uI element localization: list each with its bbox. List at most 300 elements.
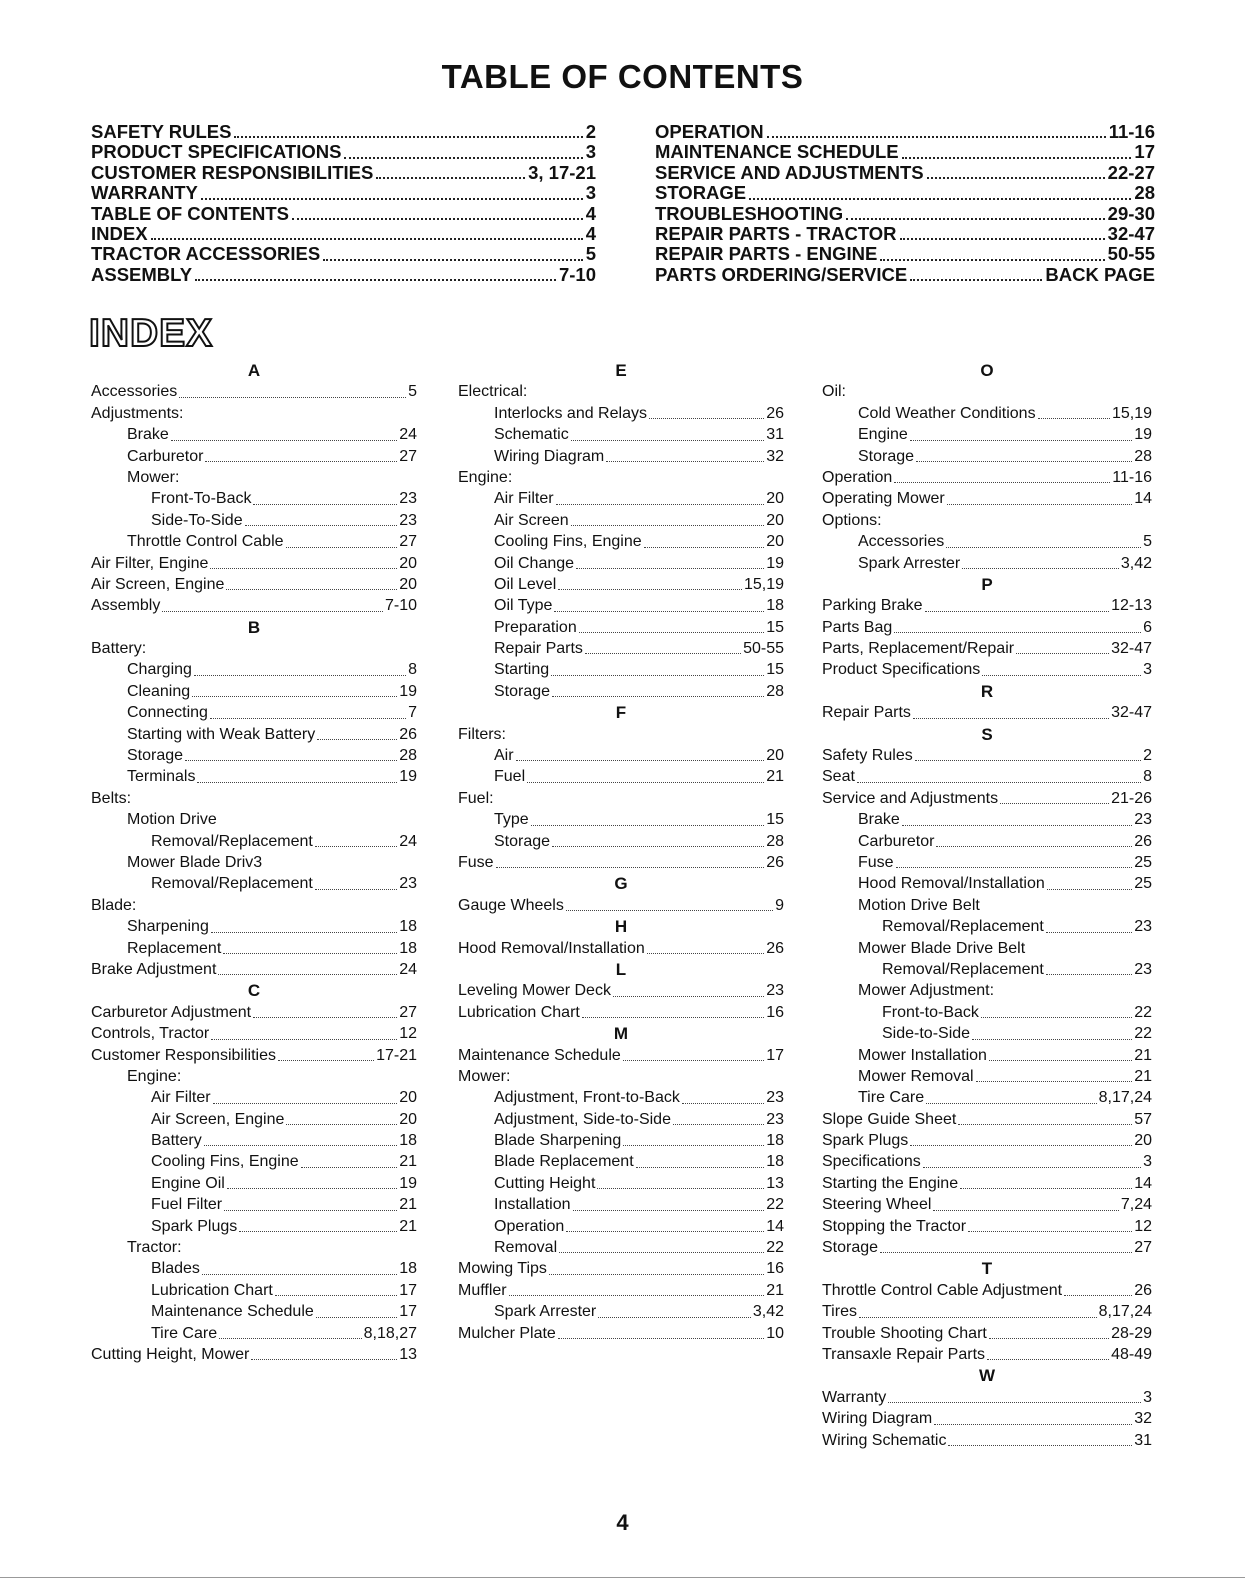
dot-leader: [623, 1145, 764, 1146]
index-entry: [91, 724, 417, 745]
index-entry: [91, 681, 417, 702]
entry-page: 6: [1143, 618, 1152, 636]
dot-leader: [636, 1167, 765, 1168]
dot-leader: [946, 547, 1141, 548]
index-entry: [91, 873, 417, 894]
index-entry: [458, 1194, 784, 1215]
index-entry: [458, 1237, 784, 1258]
index-entry: [91, 638, 417, 659]
dot-leader: [185, 760, 397, 761]
entry-label: Sharpening: [127, 918, 209, 936]
entry-page: 21: [766, 768, 784, 786]
entry-page: 21: [1134, 1067, 1152, 1085]
index-entry: [458, 1087, 784, 1108]
entry-label: Blade Sharpening: [494, 1132, 622, 1150]
entry-label: OPERATION: [655, 121, 764, 142]
dot-leader: [194, 675, 406, 676]
entry-label: Fuel Filter: [151, 1196, 223, 1214]
entry-page: 24: [399, 426, 417, 444]
dot-leader: [585, 653, 741, 654]
dot-leader: [197, 782, 397, 783]
entry-label: Belts:: [91, 789, 132, 807]
index-entry: [458, 980, 784, 1001]
index-entry: [822, 488, 1152, 509]
entry-label: Schematic: [494, 426, 569, 444]
entry-label: Mower Installation: [858, 1046, 987, 1064]
dot-leader: [597, 1188, 764, 1189]
entry-page: 28: [399, 747, 417, 765]
index-entry: [458, 1130, 784, 1151]
entry-label: REPAIR PARTS - TRACTOR: [655, 222, 897, 244]
dot-leader: [579, 632, 764, 633]
entry-label: Interlocks and Relays: [494, 404, 647, 422]
dot-leader: [195, 279, 556, 281]
entry-page: 20: [399, 1110, 417, 1128]
dot-leader: [213, 1103, 398, 1104]
entry-label: MAINTENANCE SCHEDULE: [655, 141, 899, 163]
toc-entry: [655, 224, 1155, 244]
dot-leader: [613, 996, 764, 997]
entry-label: Brake: [127, 426, 169, 444]
dot-leader: [179, 397, 406, 398]
dot-leader: [531, 825, 765, 826]
index-entry: [91, 1173, 417, 1194]
entry-page: 50-55: [1107, 243, 1155, 265]
dot-leader: [316, 1317, 397, 1318]
entry-page: 21: [399, 1196, 417, 1214]
index-entry: [458, 1280, 784, 1301]
entry-label: Maintenance Schedule: [151, 1303, 314, 1321]
dot-leader: [649, 418, 764, 419]
dot-leader: [551, 675, 764, 676]
entry-label: Spark Plugs: [822, 1132, 909, 1150]
index-entry: [822, 1237, 1152, 1258]
entry-label: SERVICE AND ADJUSTMENTS: [655, 161, 924, 183]
entry-label: Warranty: [822, 1388, 887, 1406]
entry-label: Parts, Replacement/Repair: [822, 640, 1015, 658]
entry-page: 22: [766, 1196, 784, 1214]
toc-entry: [91, 142, 596, 162]
index-entry: [91, 1151, 417, 1172]
entry-label: Adjustment, Front-to-Back: [494, 1089, 680, 1107]
dot-leader: [894, 482, 1110, 483]
entry-label: Brake Adjustment: [91, 960, 217, 978]
index-entry: [458, 617, 784, 638]
entry-label: Removal/Replacement: [882, 960, 1044, 978]
index-entry: [822, 553, 1152, 574]
entry-label: Engine:: [127, 1067, 182, 1085]
entry-page: 27: [1134, 1239, 1152, 1257]
index-letter-heading: O: [980, 361, 994, 380]
index-entry: [91, 852, 417, 873]
entry-page: 28: [1134, 182, 1155, 204]
entry-page: 7: [408, 704, 417, 722]
entry-label: Filters:: [458, 725, 506, 743]
entry-label: Adjustments:: [91, 404, 184, 422]
entry-label: Mower Blade Drive Belt: [858, 939, 1026, 957]
entry-label: Tractor:: [127, 1239, 182, 1257]
index-entry: [822, 1216, 1152, 1237]
page-title: TABLE OF CONTENTS: [441, 58, 804, 95]
entry-page: 15,19: [1111, 404, 1152, 422]
index-entry: [91, 553, 417, 574]
index-entry: [822, 809, 1152, 830]
dot-leader: [219, 1338, 362, 1339]
index-entry: [458, 638, 784, 659]
dot-leader: [556, 504, 765, 505]
entry-label: Lubrication Chart: [151, 1281, 273, 1299]
entry-label: Steering Wheel: [822, 1196, 932, 1214]
entry-label: Blades: [151, 1260, 200, 1278]
dot-leader: [234, 136, 582, 138]
entry-label: Terminals: [127, 768, 196, 786]
dot-leader: [846, 218, 1105, 220]
entry-label: Starting with Weak Battery: [127, 725, 316, 743]
dot-leader: [673, 1124, 764, 1125]
dot-leader: [317, 739, 397, 740]
entry-label: SAFETY RULES: [91, 121, 232, 142]
dot-leader: [527, 782, 764, 783]
index-entry: [91, 1002, 417, 1023]
dot-leader: [888, 1402, 1141, 1403]
entry-page: 19: [399, 682, 417, 700]
dot-leader: [968, 1231, 1132, 1232]
entry-label: TABLE OF CONTENTS: [91, 202, 290, 224]
entry-label: Wiring Diagram: [822, 1410, 933, 1428]
dot-leader: [253, 1017, 397, 1018]
index-entry: [458, 831, 784, 852]
entry-label: Motion Drive Belt: [858, 896, 980, 914]
entry-page: 18: [399, 1260, 417, 1278]
dot-leader: [987, 1359, 1109, 1360]
entry-page: 7-10: [558, 263, 596, 285]
index-letter-heading: M: [613, 1024, 629, 1044]
dot-leader: [171, 440, 397, 441]
dot-leader: [916, 461, 1132, 462]
toc-entry: [655, 142, 1155, 162]
index-entry: [458, 724, 784, 745]
dot-leader: [558, 1338, 764, 1339]
entry-page: 7,24: [1120, 1196, 1152, 1214]
index-entry: [822, 467, 1152, 488]
entry-label: Fuel:: [458, 789, 494, 807]
index-entry: [822, 531, 1152, 552]
entry-label: Oil Level: [494, 575, 557, 593]
index-entry: [458, 531, 784, 552]
entry-label: PRODUCT SPECIFICATIONS: [91, 141, 342, 163]
dot-leader: [902, 825, 1132, 826]
entry-page: 3: [1143, 1153, 1152, 1171]
dot-leader: [315, 889, 397, 890]
index-entry: [822, 446, 1152, 467]
dot-leader: [927, 177, 1105, 179]
entry-label: Muffler: [458, 1281, 507, 1299]
index-entry: [91, 467, 417, 488]
dot-leader: [571, 440, 765, 441]
dot-leader: [682, 1103, 764, 1104]
entry-label: Leveling Mower Deck: [458, 982, 611, 1000]
index-letter-heading: E: [615, 361, 627, 380]
entry-label: Fuse: [858, 853, 894, 871]
toc-entry: [91, 163, 596, 183]
entry-page: 25: [1134, 853, 1152, 871]
entry-label: TRACTOR ACCESSORIES: [91, 243, 321, 265]
dot-leader: [211, 1039, 397, 1040]
entry-page: 29-30: [1107, 202, 1155, 224]
index-entry: [822, 1173, 1152, 1194]
dot-leader: [224, 1210, 397, 1211]
entry-label: Battery:: [91, 640, 147, 658]
entry-page: 5: [585, 243, 596, 265]
index-entry: [91, 1258, 417, 1279]
entry-page: 23: [399, 511, 417, 529]
entry-page: 16: [766, 1003, 784, 1021]
entry-page: 4: [585, 202, 596, 224]
dot-leader: [210, 568, 397, 569]
entry-page: 3: [585, 182, 596, 204]
entry-label: Operating Mower: [822, 490, 945, 508]
toc-entry: [655, 265, 1155, 285]
dot-leader: [192, 696, 397, 697]
entry-label: Side-to-Side: [882, 1025, 971, 1043]
dot-leader: [576, 568, 764, 569]
entry-page: 23: [1134, 960, 1152, 978]
dot-leader: [239, 1231, 397, 1232]
toc-entry: [91, 183, 596, 203]
entry-page: 32: [1134, 1410, 1152, 1428]
entry-page: 5: [408, 383, 417, 401]
entry-page: 12: [399, 1025, 417, 1043]
entry-label: Engine: [858, 426, 908, 444]
index-column-3: [822, 360, 1152, 1451]
entry-label: Installation: [494, 1196, 571, 1214]
dot-leader: [982, 675, 1141, 676]
index-heading: INDEX: [89, 312, 214, 355]
index-entry: [822, 959, 1152, 980]
index-letter-heading: S: [981, 724, 993, 744]
index-entry: [91, 788, 417, 809]
toc-entry: [91, 244, 596, 264]
page-number: 4: [616, 1510, 629, 1535]
entry-label: Throttle Control Cable: [127, 533, 284, 551]
entry-page: 23: [399, 875, 417, 893]
entry-page: 23: [1134, 811, 1152, 829]
dot-leader: [218, 974, 397, 975]
entry-page: 20: [766, 490, 784, 508]
dot-leader: [1046, 974, 1132, 975]
entry-page: 32-47: [1111, 704, 1152, 722]
index-letter-heading: W: [978, 1366, 996, 1386]
entry-label: Air Filter: [494, 490, 554, 508]
toc-entry: [655, 183, 1155, 203]
dot-leader: [896, 867, 1133, 868]
entry-label: Removal/Replacement: [151, 875, 313, 893]
dot-leader: [376, 177, 525, 179]
entry-label: Air Screen: [494, 511, 569, 529]
entry-label: Type: [494, 811, 529, 829]
entry-page: 3,42: [752, 1303, 784, 1321]
entry-page: 26: [1134, 832, 1152, 850]
dot-leader: [1046, 932, 1132, 933]
entry-page: 28: [766, 832, 784, 850]
dot-leader: [910, 440, 1132, 441]
entry-page: 26: [766, 853, 784, 871]
entry-label: Battery: [151, 1132, 202, 1150]
entry-page: 15: [766, 618, 784, 636]
entry-page: 23: [766, 982, 784, 1000]
entry-page: 14: [1134, 1174, 1152, 1192]
index-entry: [91, 1130, 417, 1151]
index-letter-heading: P: [981, 574, 993, 594]
entry-page: 18: [399, 939, 417, 957]
entry-label: Lubrication Chart: [458, 1003, 580, 1021]
entry-label: Blade Replacement: [494, 1153, 634, 1171]
entry-page: 17: [399, 1281, 417, 1299]
entry-label: Mower:: [458, 1067, 511, 1085]
entry-label: Mower Blade Driv3: [127, 853, 263, 871]
entry-label: Front-To-Back: [151, 490, 252, 508]
entry-page: 3: [1143, 661, 1152, 679]
dot-leader: [573, 1210, 765, 1211]
entry-label: Carburetor: [127, 447, 204, 465]
entry-label: ASSEMBLY: [91, 263, 193, 285]
index-entry: [91, 1109, 417, 1130]
entry-label: Charging: [127, 661, 192, 679]
entry-label: Cooling Fins, Engine: [151, 1153, 299, 1171]
dot-leader: [989, 1338, 1109, 1339]
entry-page: 26: [1134, 1281, 1152, 1299]
entry-page: 27: [399, 533, 417, 551]
dot-leader: [910, 1145, 1132, 1146]
dot-leader: [566, 910, 773, 911]
index-entry: [822, 1023, 1152, 1044]
dot-leader: [598, 1317, 751, 1318]
dot-leader: [923, 1167, 1141, 1168]
index-entry: [822, 852, 1152, 873]
entry-page: 18: [399, 1132, 417, 1150]
entry-label: Assembly: [91, 597, 161, 615]
entry-label: Throttle Control Cable Adjustment: [822, 1281, 1063, 1299]
index-entry: [458, 745, 784, 766]
index-entry: [822, 873, 1152, 894]
dot-leader: [210, 718, 406, 719]
entry-page: 8,17,24: [1098, 1303, 1152, 1321]
entry-page: 13: [399, 1345, 417, 1363]
dot-leader: [151, 238, 583, 240]
entry-page: 31: [1134, 1431, 1152, 1449]
index-entry: [458, 403, 784, 424]
entry-label: Product Specifications: [822, 661, 981, 679]
index-entry: [91, 1237, 417, 1258]
entry-label: Mowing Tips: [458, 1260, 547, 1278]
index-entry: [458, 424, 784, 445]
index-entry: [458, 681, 784, 702]
entry-label: Cleaning: [127, 682, 191, 700]
dot-leader: [315, 846, 397, 847]
dot-leader: [859, 1317, 1097, 1318]
index-entry: [822, 831, 1152, 852]
index-entry: [458, 1323, 784, 1344]
toc-entry: [655, 244, 1155, 264]
entry-page: 28: [766, 682, 784, 700]
entry-label: Parking Brake: [822, 597, 923, 615]
toc-entry: [655, 122, 1155, 142]
dot-leader: [1016, 653, 1109, 654]
entry-page: 32-47: [1107, 222, 1155, 244]
entry-label: Front-to-Back: [882, 1003, 979, 1021]
index-entry: [458, 595, 784, 616]
dot-leader: [251, 1359, 397, 1360]
entry-label: Cutting Height: [494, 1174, 596, 1192]
index-letter-heading: G: [614, 874, 628, 894]
entry-label: Preparation: [494, 618, 577, 636]
dot-leader: [1000, 803, 1109, 804]
dot-leader: [936, 846, 1132, 847]
entry-page: 18: [766, 1132, 784, 1150]
entry-page: 5: [1143, 533, 1152, 551]
entry-label: WARRANTY: [91, 182, 198, 204]
entry-page: BACK PAGE: [1045, 263, 1155, 285]
entry-label: Repair Parts: [494, 640, 583, 658]
entry-page: 24: [399, 960, 417, 978]
dot-leader: [253, 504, 397, 505]
index-entry: [91, 1087, 417, 1108]
index-entry: [458, 1002, 784, 1023]
entry-label: Tire Care: [151, 1324, 218, 1342]
dot-leader: [552, 696, 764, 697]
entry-label: Starting the Engine: [822, 1174, 959, 1192]
entry-page: 3: [1143, 1388, 1152, 1406]
entry-page: 18: [766, 597, 784, 615]
index-entry: [822, 403, 1152, 424]
entry-label: Transaxle Repair Parts: [822, 1345, 986, 1363]
index-entry: [91, 1301, 417, 1322]
entry-label: Cold Weather Conditions: [858, 404, 1036, 422]
dot-leader: [958, 1124, 1132, 1125]
entry-label: Hood Removal/Installation: [458, 939, 645, 957]
entry-page: 8: [1143, 768, 1152, 786]
entry-label: Gauge Wheels: [458, 896, 564, 914]
entry-page: 20: [1134, 1132, 1152, 1150]
entry-label: Electrical:: [458, 383, 528, 401]
entry-label: Storage: [494, 832, 551, 850]
entry-label: Spark Arrester: [494, 1303, 597, 1321]
entry-page: 19: [399, 768, 417, 786]
dot-leader: [226, 589, 397, 590]
index-entry: [458, 938, 784, 959]
entry-label: Operation: [822, 468, 893, 486]
entry-label: Storage: [858, 447, 915, 465]
entry-page: 57: [1134, 1110, 1152, 1128]
entry-page: 17-21: [376, 1046, 417, 1064]
entry-page: 14: [1134, 490, 1152, 508]
dot-leader: [223, 953, 397, 954]
entry-page: 15: [766, 661, 784, 679]
entry-page: 19: [399, 1174, 417, 1192]
entry-page: 28: [1134, 447, 1152, 465]
index-entry: [91, 403, 417, 424]
index-entry: [91, 574, 417, 595]
dot-leader: [894, 632, 1141, 633]
entry-page: 26: [766, 404, 784, 422]
index-entry: [822, 424, 1152, 445]
index-entry: [822, 788, 1152, 809]
entry-label: Carburetor Adjustment: [91, 1003, 252, 1021]
entry-label: Brake: [858, 811, 900, 829]
index-entry: [91, 1023, 417, 1044]
index-entry: [822, 381, 1152, 402]
index-entry: [458, 1258, 784, 1279]
